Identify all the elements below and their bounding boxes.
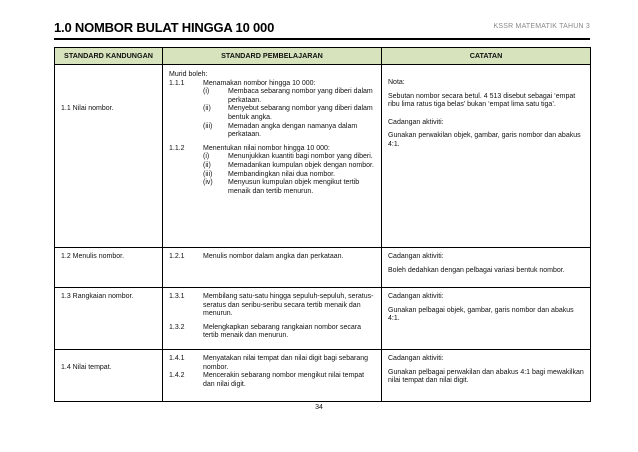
activity-heading: Cadangan aktiviti: [388,253,444,260]
catatan-cell [382,350,591,402]
sub-item [169,153,375,162]
table-row [55,248,591,288]
sub-item [169,88,375,105]
item-number: 1.3.2 [169,323,185,331]
sub-item-text: Membaca sebarang nombor yang diberi dalam perkataan. [228,88,373,104]
item-number: 1.4.2 [169,372,185,380]
standard-pembelajaran-cell [163,248,382,288]
activity-heading: Cadangan aktiviti: [388,293,444,300]
standard-label: 1.2 Menulis nombor. [61,253,125,260]
activity-text: Boleh dedahkan dengan pelbagai variasi bentuk nombor. [388,266,565,274]
learning-item [169,293,375,319]
item-text: Melengkapkan sebarang rangkaian nombor secara tertib menaik dan menurun. [203,323,361,340]
standard-label: 1.1 Nilai nombor. [61,105,114,112]
sub-item [169,123,375,140]
sub-item-text: Menyusun kumpulan objek mengikut tertib menaik dan tertib menurun. [228,179,360,195]
sub-item-number: (iii) [203,170,213,178]
table-header-row [55,48,591,65]
header-rule [54,38,590,40]
sub-item-text: Membandingkan nilai dua nombor. [228,170,336,178]
activity-text: Gunakan pelbagai perwakilan dan abakus 4:1 bagi mewakilkan nilai tempat dan nilai digit. [388,368,584,385]
item-text: Menentukan nilai nombor hingga 10 000: [203,144,330,152]
sub-item-text: Menyebut sebarang nombor yang diberi dalam bentuk angka. [228,105,373,121]
item-number: 1.4.1 [169,355,185,362]
sub-item-number: (i) [203,153,210,161]
sub-item [169,105,375,122]
sub-item-number: (iv) [203,179,213,187]
standard-pembelajaran-cell [163,288,382,350]
column-header-catatan: CATATAN [382,48,591,65]
standard-kandungan-cell [55,288,163,350]
item-text: Mencerakin sebarang nombor mengikut nilai tempat dan nilai digit. [203,372,365,388]
page-number: 34 [315,404,323,411]
column-header-standard-kandungan: STANDARD KANDUNGAN [55,48,163,65]
sub-item-number: (i) [203,88,210,96]
standard-kandungan-cell [55,65,163,248]
catatan-cell [382,288,591,350]
sub-item-text: Memadan angka dengan namanya dalam perkataan. [228,122,358,139]
activity-heading: Cadangan aktiviti: [388,355,444,362]
standard-label: 1.4 Nilai tempat. [61,364,112,371]
item-number: 1.1.2 [169,144,185,152]
sub-item-text: Menunjukkan kuantiti bagi nombor yang diberi. [228,153,373,161]
sub-item [169,162,375,171]
table-row [55,65,591,248]
sub-item-number: (ii) [203,105,211,113]
note-heading: Nota: [388,79,405,86]
page-subtitle: KSSR MATEMATIK TAHUN 3 [493,23,590,30]
item-text: Menyatakan nilai tempat dan nilai digit bagi sebarang nombor. [203,355,368,371]
sub-item [169,179,375,196]
column-header-standard-pembelajaran: STANDARD PEMBELAJARAN [163,48,382,65]
learning-item [169,253,375,262]
learning-item [169,355,375,372]
item-text: Menamakan nombor hingga 10 000: [203,79,316,87]
standard-label: 1.3 Rangkaian nombor. [61,293,134,300]
standard-pembelajaran-cell [163,65,382,248]
standard-pembelajaran-cell [163,350,382,402]
intro-text: Murid boleh: [169,71,208,78]
item-number: 1.2.1 [169,253,185,260]
sub-item [169,171,375,180]
learning-item [169,372,375,389]
activity-text: Gunakan pelbagai objek, gambar, garis nombor dan abakus 4:1. [388,306,574,323]
activity-heading: Cadangan aktiviti: [388,118,444,126]
standard-kandungan-cell [55,350,163,402]
sub-item-number: (iii) [203,122,213,130]
learning-item [169,324,375,341]
table-row [55,288,591,350]
curriculum-table [54,47,591,402]
note-text: Sebutan nombor secara betul. 4 513 disebut sebagai ‘empat ribu lima ratus tiga belas’ bukan ‘empat lima satu tiga’. [388,92,576,109]
item-number: 1.3.1 [169,293,185,300]
sub-item-number: (ii) [203,161,211,169]
sub-item-text: Memadankan kumpulan objek dengan nombor. [228,161,374,169]
activity-text: Gunakan perwakilan objek, gambar, garis nombor dan abakus 4:1. [388,132,581,148]
page-header [54,20,590,38]
table-row [55,350,591,402]
catatan-cell [382,248,591,288]
item-number: 1.1.1 [169,79,185,87]
standard-kandungan-cell [55,248,163,288]
catatan-cell [382,65,591,248]
page-title: 1.0 NOMBOR BULAT HINGGA 10 000 [54,20,275,35]
learning-item [169,80,375,89]
item-text: Membilang satu-satu hingga sepuluh-sepuluh, seratus-seratus dan seribu-seribu secara tertib menaik dan menurun. [203,293,374,318]
learning-item [169,145,375,154]
item-text: Menulis nombor dalam angka dan perkataan. [203,253,344,260]
